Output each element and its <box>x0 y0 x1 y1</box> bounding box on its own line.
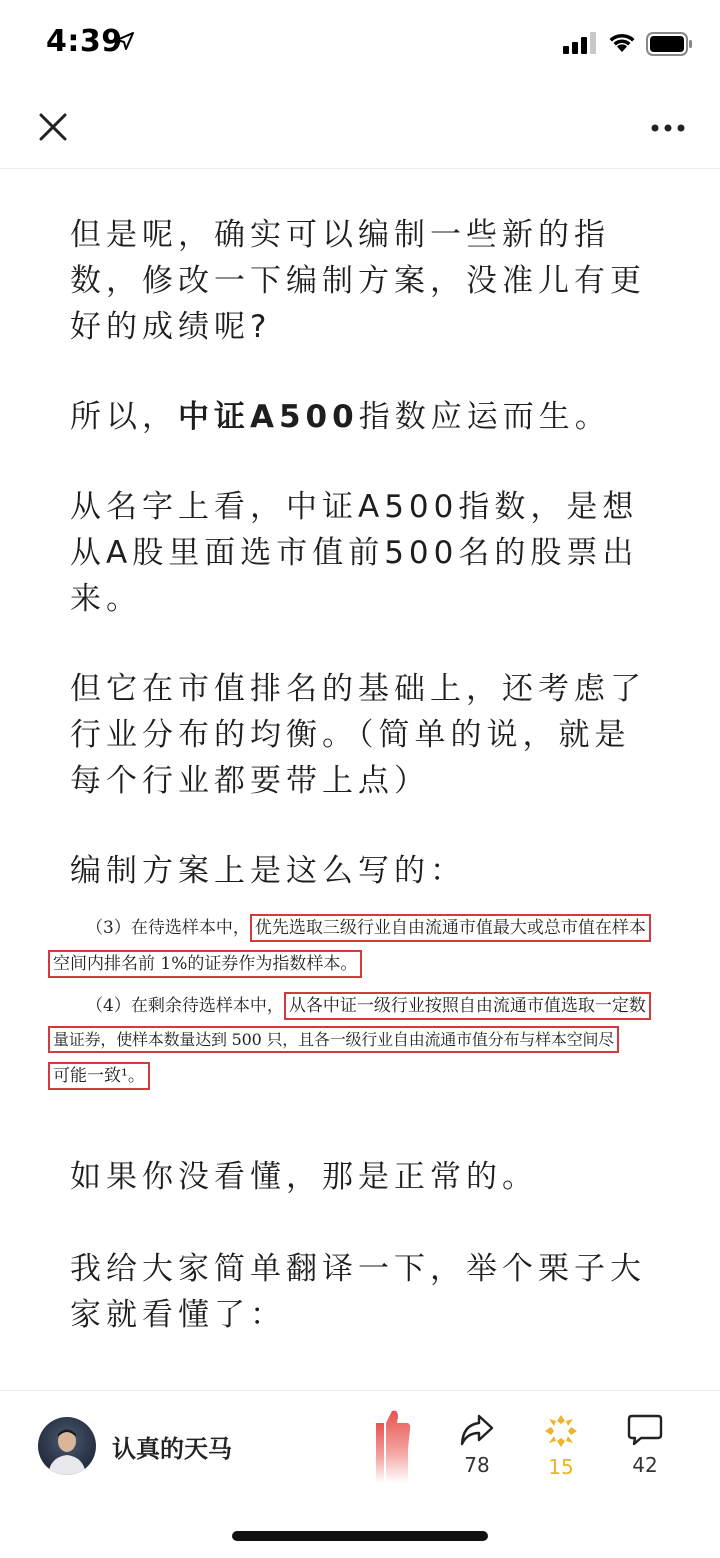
nav-bar <box>0 88 720 169</box>
paragraph: 从名字上看，中证A500指数，是想从A股里面选市值前500名的股票出来。 <box>70 489 639 617</box>
comment-count: 42 <box>632 1453 658 1477</box>
more-icon <box>652 125 685 132</box>
avatar-person-icon <box>38 1417 96 1475</box>
share-arrow-icon <box>459 1413 495 1447</box>
comment-button[interactable] <box>615 1413 675 1477</box>
paragraph-prefix: 所以， <box>70 399 178 435</box>
article-body <box>70 212 660 938</box>
wifi-icon <box>607 31 637 53</box>
highlighted-text: 从各中证一级行业按照自由流通市值选取一定数 <box>284 992 651 1020</box>
author-name[interactable]: 认真的天马 <box>112 1435 232 1463</box>
status-time: 4:39 <box>46 24 123 59</box>
highlighted-text: 空间内排名前 1%的证券作为指数样本。 <box>48 950 362 978</box>
doc-text: （4）在剩余待选样本中， <box>86 996 284 1016</box>
paragraph <box>70 394 660 440</box>
paragraph: 但它在市值排名的基础上，还考虑了行业分布的均衡。（简单的说，就是每个行业都要带上点） <box>70 671 646 799</box>
paragraph: 如果你没看懂，那是正常的。 <box>70 1159 538 1195</box>
bold-term: 中证A500 <box>178 399 359 435</box>
doc-line <box>86 994 651 1018</box>
highlighted-text: 优先选取三级行业自由流通市值最大或总市值在样本 <box>250 914 651 942</box>
comment-bubble-icon <box>627 1413 663 1447</box>
doc-line <box>48 1028 619 1052</box>
coin-button[interactable] <box>531 1413 591 1479</box>
close-button[interactable] <box>32 106 74 148</box>
share-button[interactable] <box>447 1413 507 1477</box>
location-arrow-icon <box>116 32 134 50</box>
close-icon <box>41 115 65 139</box>
paragraph-suffix: 指数应运而生。 <box>358 399 611 435</box>
status-bar <box>0 0 720 88</box>
coin-star-icon <box>543 1413 579 1449</box>
doc-line <box>48 1064 150 1088</box>
thumbs-up-icon <box>376 1411 410 1483</box>
signal-icon <box>563 32 597 54</box>
highlighted-text: 量证券，使样本数量达到 500 只，且各一级行业自由流通市值分布与样本空间尽 <box>48 1026 619 1053</box>
coin-count: 15 <box>548 1455 574 1479</box>
home-indicator <box>232 1531 488 1541</box>
paragraph: 编制方案上是这么写的： <box>70 853 466 889</box>
doc-line <box>48 952 362 976</box>
more-button[interactable] <box>644 108 692 148</box>
battery-icon <box>646 32 694 56</box>
paragraph: 我给大家简单翻译一下，举个栗子大家就看懂了： <box>70 1251 646 1333</box>
document-excerpt-image[interactable] <box>46 910 674 1096</box>
doc-text: （3）在待选样本中， <box>86 918 250 938</box>
author-avatar[interactable] <box>38 1417 96 1475</box>
paragraph: 但是呢，确实可以编制一些新的指数，修改一下编制方案，没准儿有更好的成绩呢? <box>70 217 646 345</box>
share-count: 78 <box>464 1453 490 1477</box>
highlighted-text: 可能一致¹。 <box>48 1062 150 1090</box>
like-button[interactable] <box>372 1409 412 1485</box>
doc-line <box>86 916 651 940</box>
